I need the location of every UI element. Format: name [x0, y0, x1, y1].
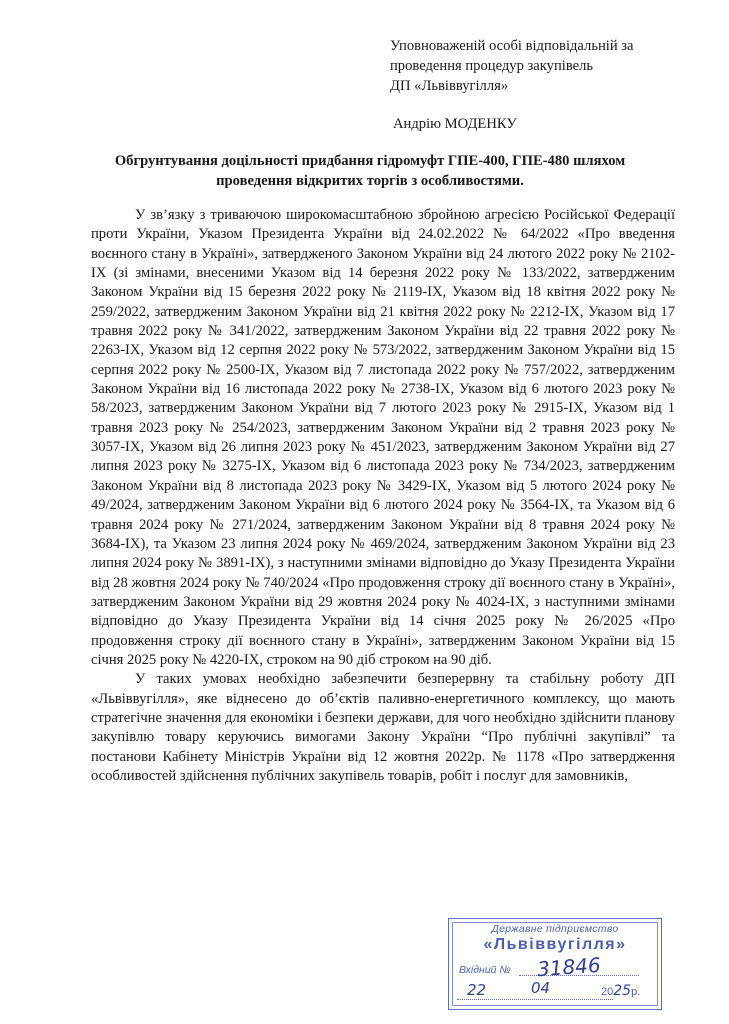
- stamp-year: [601, 983, 640, 999]
- stamp-year-suffix: р.: [631, 986, 641, 998]
- stamp-year-prefix: 20: [601, 986, 614, 998]
- addressee-line-3: ДП «Львіввугілля»: [390, 78, 509, 94]
- addressee-line-1: Уповноваженій особі відповідальній за: [390, 38, 634, 54]
- body-paragraph-1: У зв’язку з триваючою широкомасштабною збройною агресією Російської Федерації проти України, Указом Президента України від 24.02.2022 № 64/2022 «Про введення воєнного стану в Україні», затвердженого Законом України від 24 лютого 2022 року № 2102-IX (зі змінами, внесеними Указом від 14 березня 2022 року № 133/2022, затвердженим Законом України від 15 березня 2022 року № 2119-IX, Указом від 18 квітня 2022 року № 259/2022, затвердженим Законом України від 21 квітня 2022 року № 2212-IX, Указом від 17 травня 2022 року № 341/2022, затвердженим Законом України від 22 травня 2022 року № 2263-IX, Указом від 12 серпня 2022 року № 573/2022, затвердженим Законом України від 15 серпня 2022 року № 2500-IX, Указом від 7 листопада 2022 року № 757/2022, затвердженим Законом України від 16 листопада 2022 року № 2738-IX, Указом від 6 лютого 2023 року № 58/2023, затвердженим Законом України від 7 лютого 2023 року № 2915-IX, Указом від 1 травня 2023 року № 254/2023, затвердженим Законом України від 2 травня 2023 року № 3057-IX, Указом від 26 липня 2023 року № 451/2023, затвердженим Законом України від 27 липня 2023 року № 3275-IX, Указом від 6 листопада 2023 року № 734/2023, затвердженим Законом України від 8 листопада 2023 року № 3429-IX, Указом від 5 лютого 2024 року № 49/2024, затвердженим Законом України від 6 лютого 2024 року № 3564-IX, та Указом від 6 травня 2024 року № 271/2024, затвердженим Законом України від 8 травня 2024 року № 3684-IX), та Указом 23 липня 2024 року № 469/2024, затвердженим Законом України від 23 липня 2024 року № 3891-IX), з наступними змінами відповідно до Указу Президента України від 28 жовтня 2024 року № 740/2024 «Про продовження строку дії воєнного стану в Україні», затвердженим Законом України від 29 жовтня 2024 року № 4024-IX, з наступними змінами відповідно до Указу Президента України від 14 січня 2025 року № 26/2025 «Про продовження строку дії воєнного стану в Україні», затвердженим Законом України від 15 січня 2025 року № 4220-IX, строком на 90 діб строком на 90 діб.: [91, 207, 675, 668]
- registration-stamp: [448, 918, 662, 1010]
- recipient-name: Андрію МОДЕНКУ: [393, 116, 517, 132]
- addressee-block: [390, 36, 690, 96]
- stamp-date-line: [457, 999, 613, 1000]
- stamp-day: 22: [467, 981, 487, 999]
- stamp-incoming-label: Вхідний №: [459, 964, 511, 976]
- stamp-month: 04: [531, 979, 551, 997]
- body-paragraph-2: У таких умовах необхідно забезпечити безперервну та стабільну роботу ДП «Львіввугілля», яке віднесено до об’єктів паливно-енергетичного комплексу, що мають стратегічне значення для економіки і безпеки держави, для чого необхідно здійснити планову закупівлю товару керуючись вимогами Закону України “Про публічні закупівлі” та постанови Кабінету Міністрів України від 12 жовтня 2022р. № 1178 «Про затвердження особливостей здійснення публічних закупівель товарів, робіт і послуг для замовників,: [91, 671, 675, 784]
- stamp-org-type: Державне підприємство: [491, 923, 619, 935]
- stamp-year-handwritten: 25: [613, 983, 632, 999]
- addressee-line-2: проведення процедур закупівель: [390, 58, 594, 74]
- document-body: [91, 206, 675, 786]
- stamp-incoming-number: 31846: [536, 952, 602, 982]
- document-title: Обгрунтування доцільності придбання гідромуфт ГПЕ-400, ГПЕ-480 шляхом проведення відкритих торгів з особливостями.: [114, 153, 626, 189]
- stamp-org-name: «Львіввугілля»: [483, 936, 627, 953]
